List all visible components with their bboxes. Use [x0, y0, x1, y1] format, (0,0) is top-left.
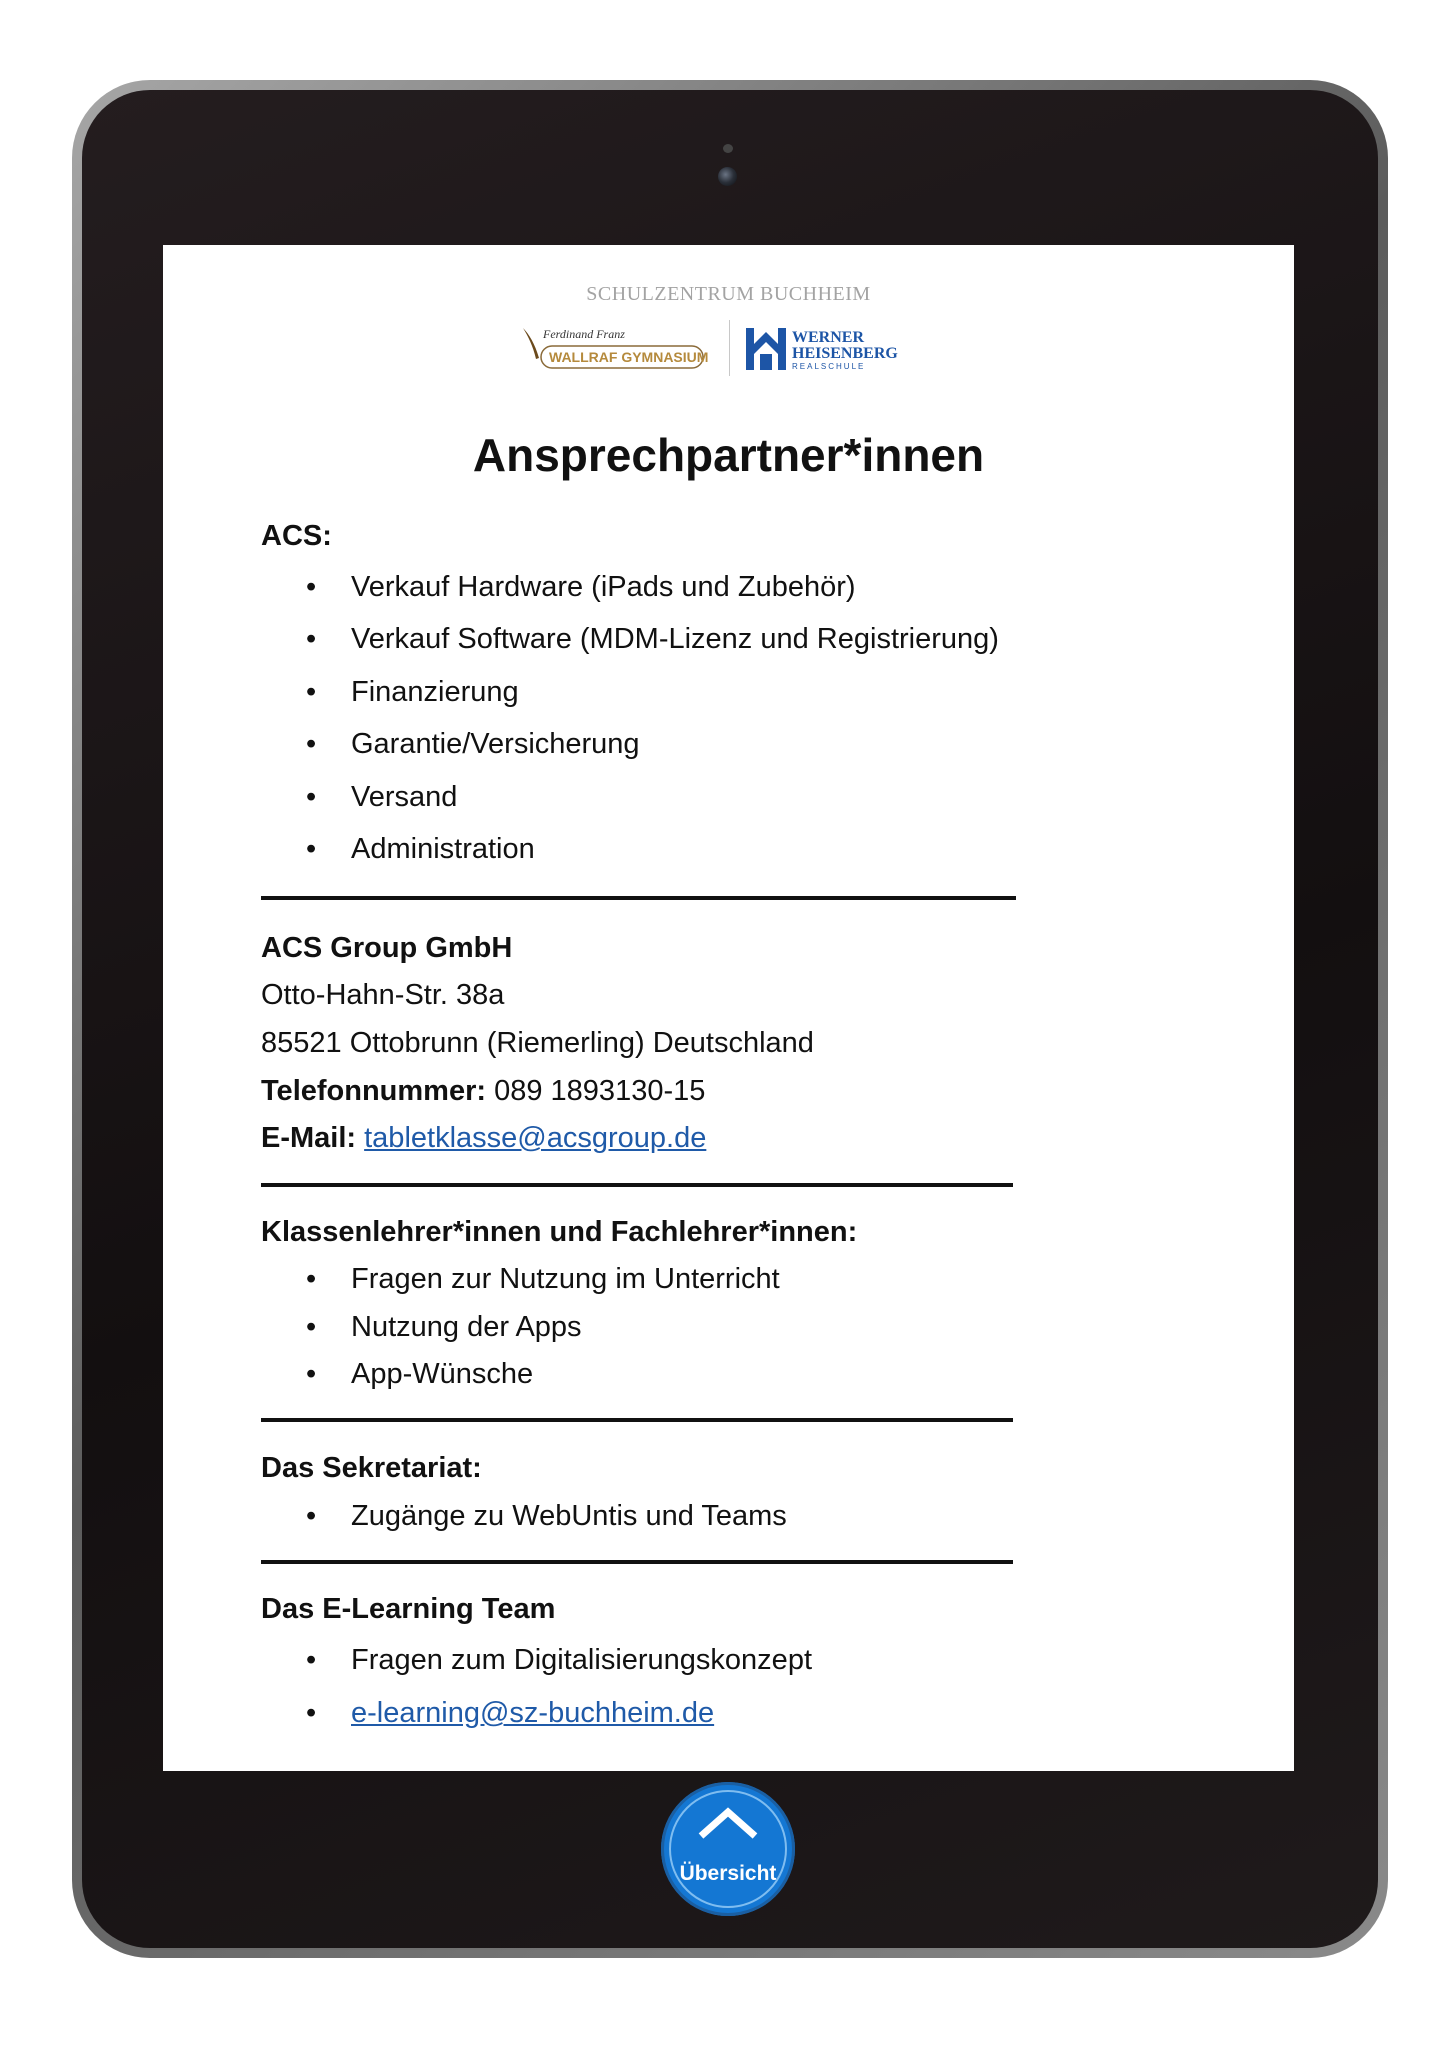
section-divider — [261, 1560, 1013, 1564]
logo-left-script: Ferdinand Franz — [543, 327, 625, 341]
bullet: • — [306, 1697, 317, 1729]
teachers-heading: Klassenlehrer*innen und Fachlehrer*innen: — [261, 1216, 858, 1248]
list-item: Nutzung der Apps — [351, 1311, 582, 1343]
section-divider — [261, 1183, 1013, 1187]
list-item: Verkauf Hardware (iPads und Zubehör) — [351, 571, 856, 603]
logo-divider — [729, 320, 730, 376]
elearning-email-link[interactable]: e-learning@sz-buchheim.de — [351, 1697, 715, 1729]
screen — [163, 245, 1294, 1771]
company-email-link[interactable]: tabletklasse@acsgroup.de — [364, 1122, 707, 1154]
werner-heisenberg-logo — [744, 324, 934, 374]
list-item: Verkauf Software (MDM-Lizenz und Registrierung) — [351, 623, 999, 655]
bullet: • — [306, 1644, 317, 1676]
phone-number: 089 1893130-15 — [494, 1075, 706, 1107]
list-item: App-Wünsche — [351, 1358, 534, 1390]
bullet: • — [306, 1263, 317, 1295]
chevron-up-icon — [697, 1806, 759, 1840]
bullet: • — [306, 623, 317, 655]
page-title: Ansprechpartner*innen — [472, 429, 985, 481]
bullet: • — [306, 676, 317, 708]
school-name: SCHULZENTRUM BUCHHEIM — [586, 283, 871, 305]
list-item: Finanzierung — [351, 676, 519, 708]
list-item: Zugänge zu WebUntis und Teams — [351, 1500, 787, 1532]
phone-label: Telefonnummer: — [261, 1075, 487, 1107]
company-phone-row — [261, 1074, 705, 1108]
logo-right-line1: WERNER — [792, 329, 865, 346]
list-item: Fragen zur Nutzung im Unterricht — [351, 1263, 780, 1295]
company-city: 85521 Ottobrunn (Riemerling) Deutschland — [261, 1027, 814, 1059]
list-item: Administration — [351, 833, 535, 865]
office-heading: Das Sekretariat: — [261, 1452, 482, 1484]
section-divider — [261, 896, 1016, 900]
acs-heading: ACS: — [261, 520, 332, 552]
bullet: • — [306, 571, 317, 603]
company-street: Otto-Hahn-Str. 38a — [261, 979, 505, 1011]
light-sensor — [723, 144, 733, 153]
elearning-heading: Das E-Learning Team — [261, 1593, 556, 1625]
bullet: • — [306, 781, 317, 813]
email-label: E-Mail: — [261, 1122, 357, 1154]
camera-icon — [718, 167, 737, 186]
section-divider — [261, 1418, 1013, 1422]
bullet: • — [306, 1311, 317, 1343]
company-email-row — [261, 1121, 706, 1155]
logo-left-name: WALLRAF GYMNASIUM — [549, 349, 709, 365]
list-item: Garantie/Versicherung — [351, 728, 640, 760]
bullet: • — [306, 833, 317, 865]
overview-home-button[interactable] — [661, 1782, 795, 1916]
home-button-label: Übersicht — [679, 1862, 777, 1885]
bullet: • — [306, 728, 317, 760]
bullet: • — [306, 1358, 317, 1390]
company-name: ACS Group GmbH — [261, 932, 513, 964]
logo-right-line2: HEISENBERG — [792, 345, 898, 362]
list-item — [351, 1696, 714, 1730]
wallraf-gymnasium-logo — [519, 324, 709, 374]
list-item: Versand — [351, 781, 458, 813]
list-item: Fragen zum Digitalisierungskonzept — [351, 1644, 812, 1676]
logo-row — [519, 320, 939, 376]
logo-right-line3: REALSCHULE — [792, 362, 866, 371]
bullet: • — [306, 1500, 317, 1532]
